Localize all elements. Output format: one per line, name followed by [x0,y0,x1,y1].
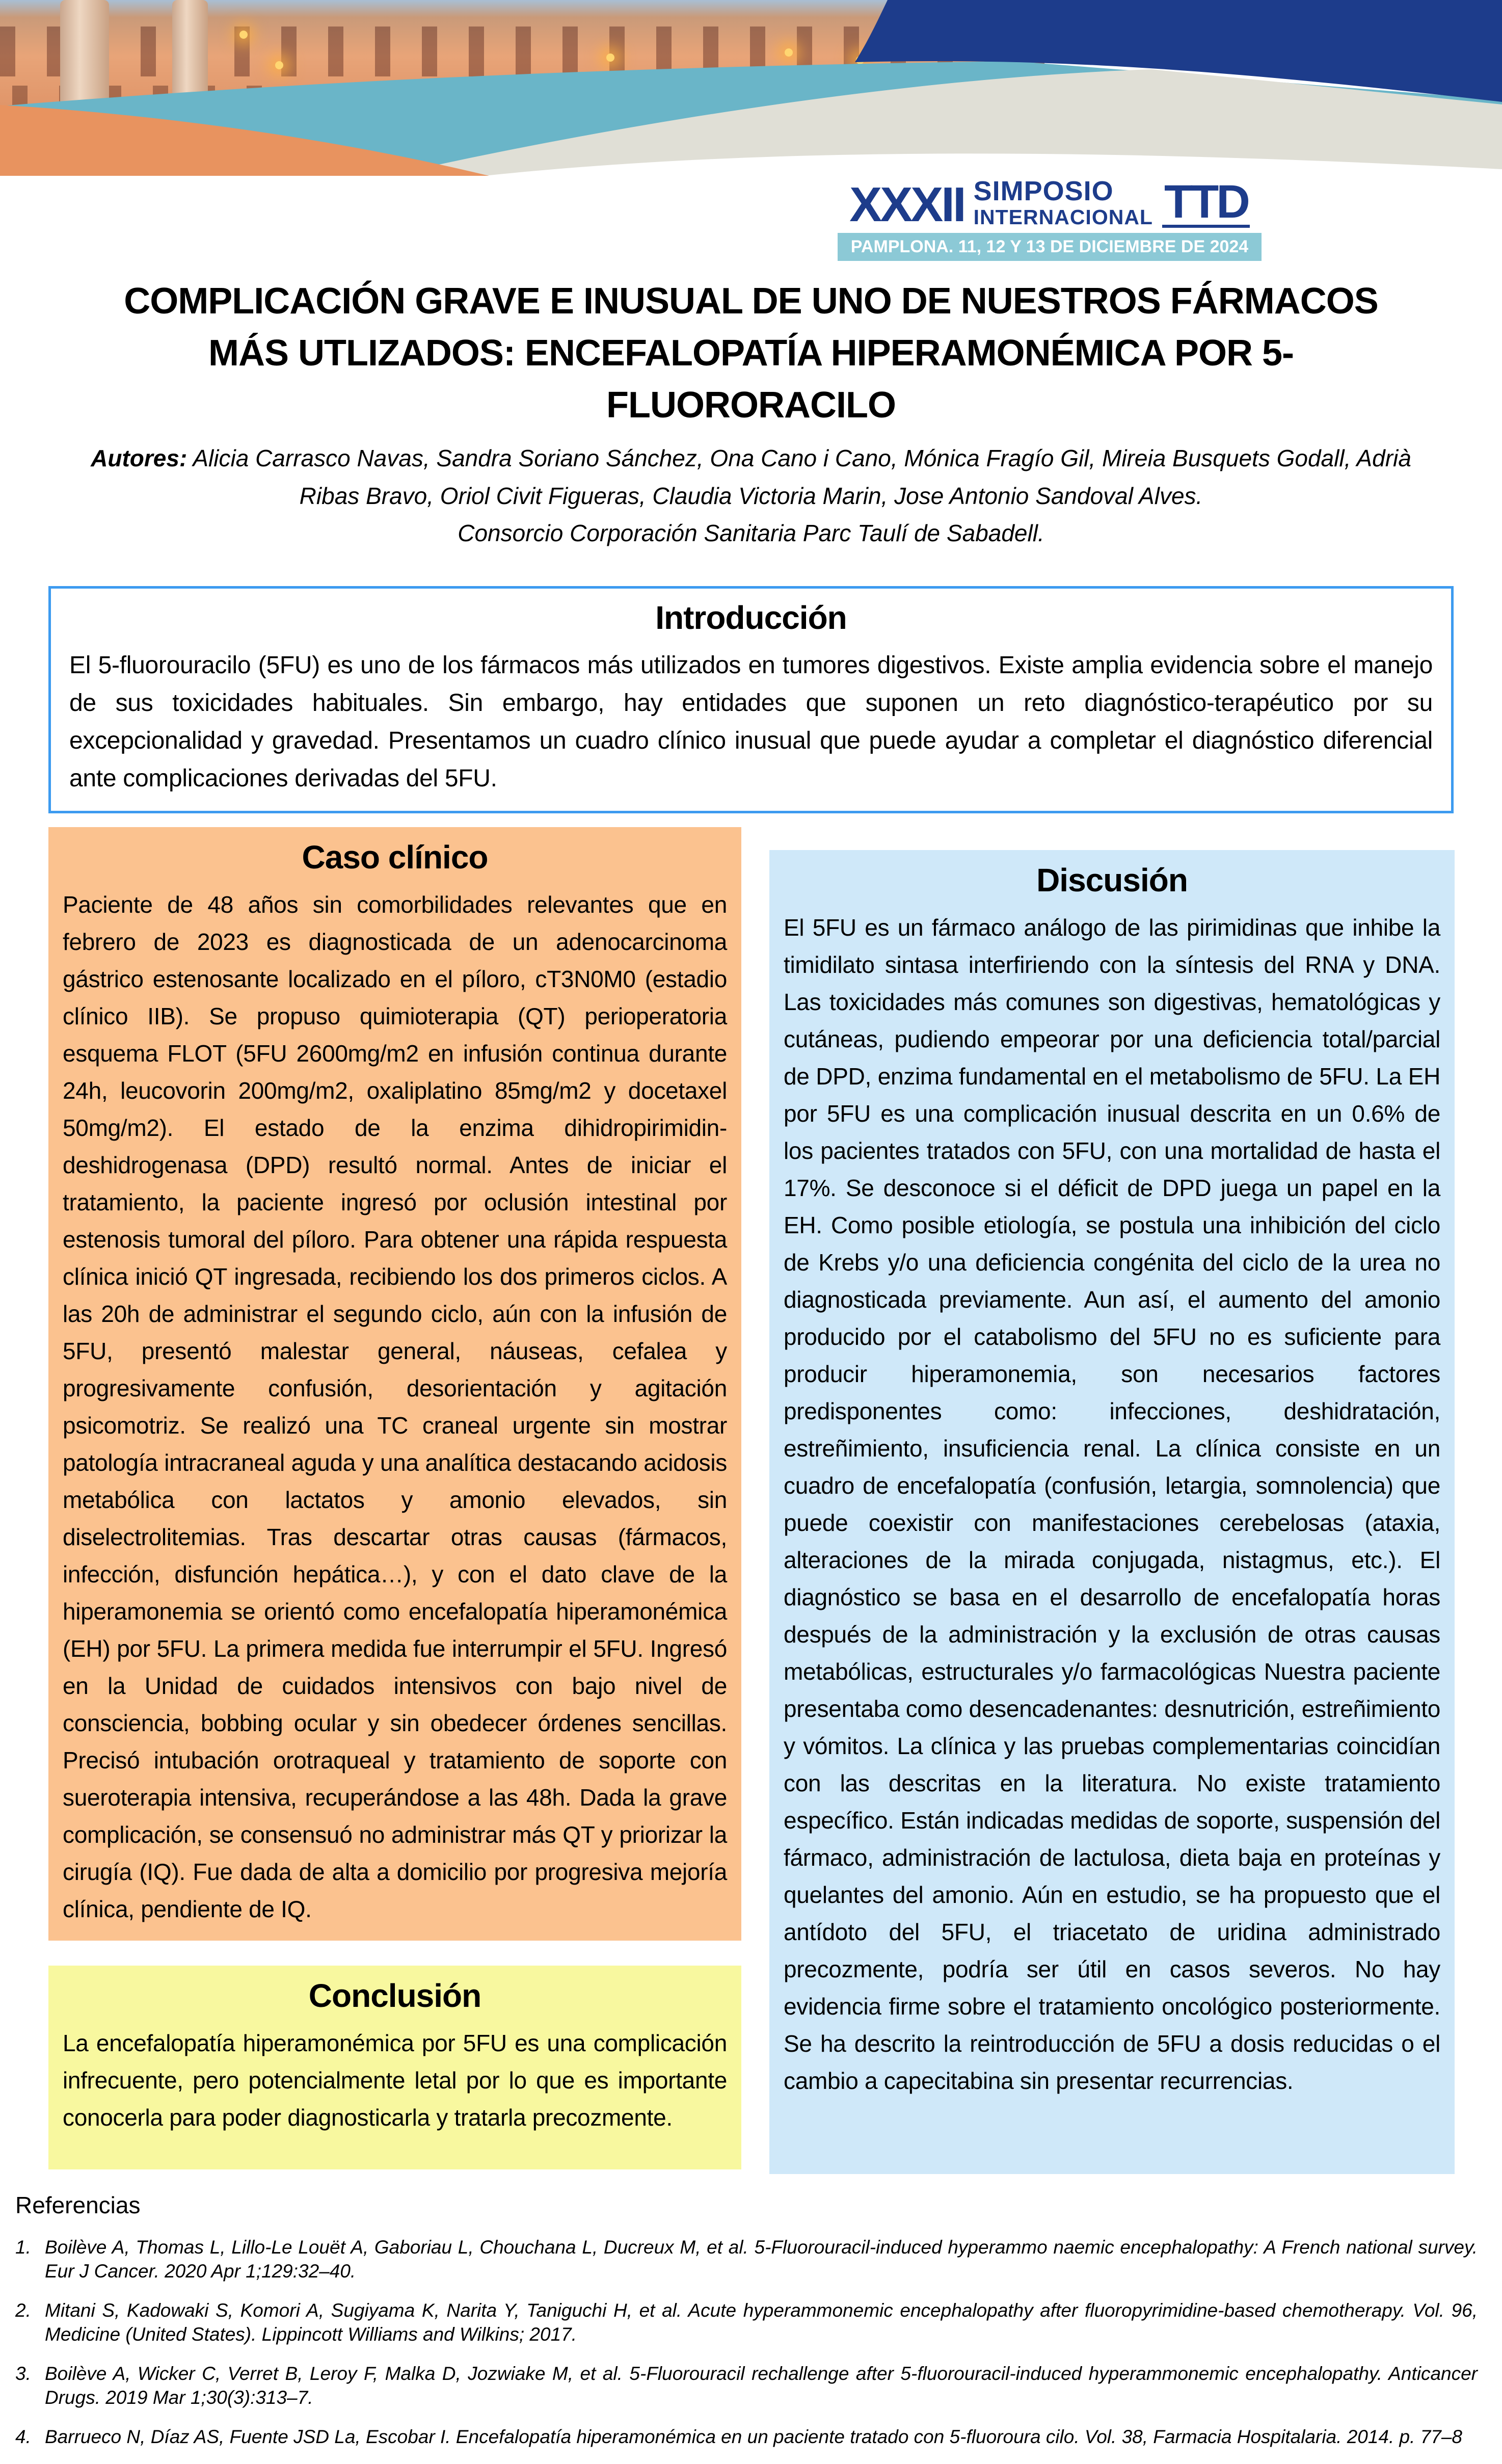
reference-number: 4. [15,2426,31,2447]
reference-item [15,2298,1478,2346]
event-date-banner: PAMPLONA. 11, 12 Y 13 DE DICIEMBRE DE 2024 [838,233,1262,261]
discusion-panel [769,850,1455,2174]
reference-item [15,2235,1478,2283]
reference-text: Mitani S, Kadowaki S, Komori A, Sugiyama K, Narita Y, Taniguchi H, et al. Acute hyperammonemic encephalopathy after fluoropyrimidine-based chemotherapy. Vol. 96, Medicine (United States). Lippincott Williams and Wilkins; 2017. [45,2300,1478,2345]
introduccion-panel [48,586,1454,813]
poster-title-line3: FLUORORACILO [606,385,896,426]
hero-header [0,0,1502,176]
symposium-logo-block [815,177,1284,261]
affiliation: Consorcio Corporación Sanitaria Parc Taulí de Sabadell. [458,520,1044,546]
ttd-logo-icon: TTD [1162,180,1250,228]
references-list [15,2235,1478,2464]
caso-clinico-title: Caso clínico [302,839,488,876]
reference-number: 1. [15,2237,31,2258]
symposium-name-line1: SIMPOSIO [973,176,1114,206]
symposium-name-line2: INTERNACIONAL [973,205,1153,229]
introduccion-title: Introducción [655,599,847,636]
conclusion-body: La encefalopatía hiperamonémica por 5FU es una complicación infrecuente, pero potencialmente letal por lo que es importante conocerla para poder diagnosticarla y tratarla precozmente. [63,2030,727,2131]
discusion-body: El 5FU es un fármaco análogo de las pirimidinas que inhibe la timidilato sintasa interfiriendo con la síntesis del RNA y DNA. Las toxicidades más comunes son digestivas, hematológicas y cutáneas, pudiendo empeorar por una deficiencia total/parcial de DPD, enzima fundamental en el metabolismo de 5FU. La EH por 5FU es una complicación inusual descrita en un 0.6% de los pacientes tratados con 5FU, con una mortalidad de hasta el 17%. Se desconoce si el déficit de DPD juega un papel en la EH. Como posible etiología, se postula una inhibición del ciclo de Krebs y/o una deficiencia congénita del ciclo de la urea no diagnosticada previamente. Aun así, el aumento del amonio producido por el catabolismo del 5FU no es suficiente para producir hiperamonemia, son necesarios factores predisponentes como: infecciones, deshidratación, estreñimiento, insuficiencia renal. La clínica consiste en un cuadro de encefalopatía (confusión, letargia, somnolencia) que puede coexistir con manifestaciones cerebelosas (ataxia, alteraciones de la mirada conjugada, nistagmus, etc.). El diagnóstico se basa en el desarrollo de encefalopatía horas después de la administración y la exclusión de otras causas metabólicas, estructurales y/o farmacológicas Nuestra paciente presentaba como desencadenantes: desnutrición, estreñimiento y vómitos. La clínica y las pruebas complementarias coincidían con las descritas en la literatura. No existe tratamiento específico. Están indicadas medidas de soporte, suspensión del fármaco, administración de lactulosa, dieta baja en proteínas y quelantes del amonio. Aún en estudio, se ha propuesto que el antídoto del 5FU, el triacetato de uridina administrado precozmente, podría ser útil en casos severos. No hay evidencia firme sobre el tratamiento oncológico posteriormente. Se ha descrito la reintroducción de 5FU a dosis reducidas o el cambio a capecitabina sin presentar recurrencias. [784,914,1440,2094]
caso-clinico-panel [48,827,741,1941]
references-title: Referencias [15,2192,141,2218]
reference-item [15,2425,1478,2449]
reference-item [15,2362,1478,2409]
authors-label: Autores: [91,445,187,471]
discusion-title: Discusión [1036,862,1188,898]
reference-text: Boilève A, Thomas L, Lillo-Le Louët A, Gaboriau L, Chouchana L, Ducreux M, et al. 5-Fluorouracil-induced hyperammo naemic encephalopathy: A French national survey. Eur J Cancer. 2020 Apr 1;129:32–40. [45,2237,1478,2282]
poster-title-line1: COMPLICACIÓN GRAVE E INUSUAL DE UNO DE NUESTROS FÁRMACOS [124,281,1378,322]
poster-title [31,275,1471,431]
reference-number: 3. [15,2363,31,2384]
poster-title-line2: MÁS UTLIZADOS: ENCEFALOPATÍA HIPERAMONÉMICA POR 5- [208,333,1294,374]
reference-number: 2. [15,2300,31,2321]
authors-line [71,439,1431,515]
authors-names: Alicia Carrasco Navas, Sandra Soriano Sánchez, Ona Cano i Cano, Mónica Fragío Gil, Mireia Busquets Godall, Adrià Ribas Bravo, Oriol Civit Figueras, Claudia Victoria Marin, Jose Antonio Sandoval Alves. [187,445,1411,509]
reference-text: Barrueco N, Díaz AS, Fuente JSD La, Escobar I. Encefalopatía hiperamonémica en un paciente tratado con 5-fluoroura cilo. Vol. 38, Farmacia Hospitalaria. 2014. p. 77–8 [45,2426,1463,2447]
caso-clinico-body: Paciente de 48 años sin comorbilidades relevantes que en febrero de 2023 es diagnosticada de un adenocarcinoma gástrico estenosante localizado en el píloro, cT3N0M0 (estadio clínico IIB). Se propuso quimioterapia (QT) perioperatoria esquema FLOT (5FU 2600mg/m2 en infusión continua durante 24h, leucovorin 200mg/m2, oxaliplatino 85mg/m2 y docetaxel 50mg/m2). El estado de la enzima dihidropirimidin-deshidrogenasa (DPD) resultó normal. Antes de iniciar el tratamiento, la paciente ingresó por oclusión intestinal por estenosis tumoral del píloro. Para obtener una rápida respuesta clínica inició QT ingresada, recibiendo los dos primeros ciclos. A las 20h de administrar el segundo ciclo, aún con la infusión de 5FU, presentó malestar general, náuseas, cefalea y progresivamente confusión, desorientación y agitación psicomotriz. Se realizó una TC craneal urgente sin mostrar patología intracraneal aguda y una analítica destacando acidosis metabólica con lactatos y amonio elevados, sin diselectrolitemias. Tras descartar otras causas (fármacos, infección, disfunción hepática…), y con el dato clave de la hiperamonemia se orientó como encefalopatía hiperamonémica (EH) por 5FU. La primera medida fue interrumpir el 5FU. Ingresó en la Unidad de cuidados intensivos con bajo nivel de consciencia, bobbing ocular y sin obedecer órdenes sencillas. Precisó intubación orotraqueal y tratamiento de soporte con sueroterapia intensiva, recuperándose a las 48h. Dada la grave complicación, se consensuó no administrar más QT y priorizar la cirugía (IQ). Fue dada de alta a domicilio por progresiva mejoría clínica, pendiente de IQ. [63,891,727,1922]
reference-text: Boilève A, Wicker C, Verret B, Leroy F, Malka D, Jozwiake M, et al. 5-Fluorouracil rechallenge after 5-fluorouracil-induced hyperammonemic encephalopathy. Anticancer Drugs. 2019 Mar 1;30(3):313–7. [45,2363,1478,2408]
introduccion-body: El 5-fluorouracilo (5FU) es uno de los fármacos más utilizados en tumores digestivos. Existe amplia evidencia sobre el manejo de sus toxicidades habituales. Sin embargo, hay entidades que suponen un reto diagnóstico-terapéutico por su excepcionalidad y gravedad. Presentamos un cuadro clínico inusual que puede ayudar a completar el diagnóstico diferencial ante complicaciones derivadas del 5FU. [69,652,1433,792]
symposium-edition: XXXII [849,177,964,232]
conclusion-title: Conclusión [308,1977,481,2014]
conclusion-panel [48,1966,741,2169]
hero-wave-graphics [0,0,1502,176]
